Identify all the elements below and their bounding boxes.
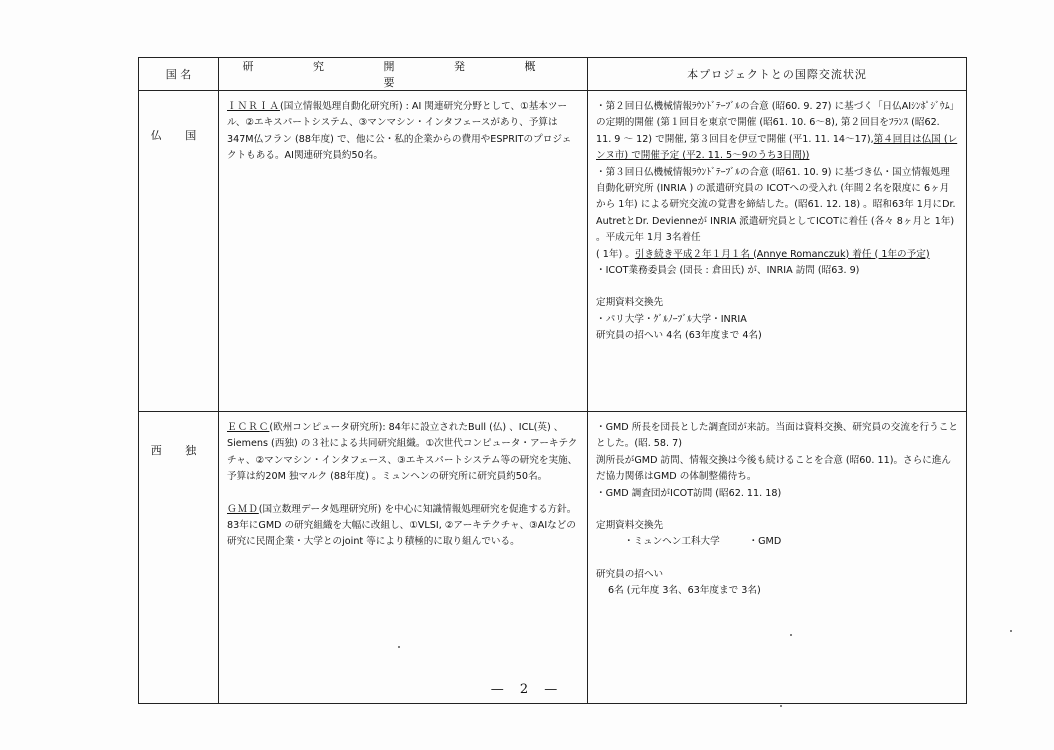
exchange-table — [138, 57, 967, 704]
france-exchange-researchers: ・第３回日仏機械情報ﾗｳﾝﾄﾞﾃｰﾌﾞﾙの合意 (昭61. 10. 9) に基づき仏・国立情報処理自動化研究所 (INRIA ) の派遣研究員の ICOTへの受入れ (年間２名を限度に 6ヶ月から 1年) による研究交流の覚書を締結した。(昭61. 12. 18) 。昭和63年 1月にDr. AutretとDr. Devienneが INRIA 派遣研究員としてICOTに着任 (各々 8ヶ月と 1年) 。平成元年 1月 3名着任 — [596, 166, 956, 244]
table-row-germany — [139, 412, 967, 704]
scan-speck — [780, 705, 782, 707]
gmd-description: (国立数理データ処理研究所) を中心に知識情報処理研究を促進する方針。83年にGMD の研究組織を大幅に改組し、①VLSI, ②アーキテクチャ、③AIなどの研究に民間企業・大学とのjoint 等により積極的に取り組んでいる。 — [227, 503, 577, 548]
header-research-overview: 研 究 開 発 概 要 — [219, 58, 588, 91]
france-exchange-tail-underlined: 引き続き平成２年１月１名 (Annye Romanczuk) 着任 ( 1年の予定) — [634, 248, 930, 260]
table-header-row — [139, 58, 967, 91]
france-research-overview — [219, 91, 588, 412]
germany-research-overview — [219, 412, 588, 704]
org-ecrc: ＥＣＲＣ — [227, 422, 270, 433]
inria-description: (国立情報処理自動化研究所) : AI 関連研究分野として、①基本ツール、②エキスパートシステム、③マンマシン・インタフェースがあり、予算は347M仏フラン (88年度) で、他に公・私的企業からの費用やESPRITのプロジェクトもある。AI関連研究員約50名。 — [227, 101, 572, 162]
germany-researchers: 6名 (元年度 3名、63年度まで 3名) — [608, 585, 761, 597]
scan-speck — [790, 634, 792, 636]
france-material-title: 定期資料交換先 — [596, 297, 664, 309]
country-west-germany: 西 独 — [139, 412, 219, 704]
germany-researchers-title: 研究員の招へい — [596, 568, 664, 580]
scan-speck — [398, 646, 400, 648]
table-row-france — [139, 91, 967, 412]
header-exchange-status: 本プロジェクトとの国際交流状況 — [588, 58, 967, 91]
page-number: — 2 — — [490, 682, 564, 697]
france-exchange-tail: ( 1年) 。 — [596, 248, 635, 260]
france-researchers: 研究員の招へい 4名 (63年度まで 4名) — [596, 330, 762, 342]
germany-material-title: 定期資料交換先 — [596, 520, 664, 532]
org-gmd: ＧＭＤ — [227, 503, 259, 515]
org-inria: ＩＮＲＩＡ — [227, 101, 280, 112]
france-exchange-status — [588, 91, 967, 412]
france-exchange-icot-visit: ・ICOT業務委員会 (団長 : 倉田氏) が、INRIA 訪問 (昭63. 9) — [596, 265, 860, 277]
france-material-items: ・パリ大学・ｸﾞﾙﾉｰﾌﾞﾙ大学・INRIA — [596, 313, 747, 325]
germany-exchange-status — [588, 412, 967, 704]
germany-material-items: ・ミュンヘン工科大学 ・GMD — [624, 536, 782, 548]
germany-exchange-visit: 渕所長がGMD 訪問、情報交換は今後も続けることを合意 (昭60. 11)。さらに進んだ協力関係はGMD の体制整備待ち。 — [596, 454, 952, 483]
germany-exchange-icot-visit: ・GMD 調査団がICOT訪問 (昭62. 11. 18) — [596, 487, 782, 499]
country-france: 仏 国 — [139, 91, 219, 412]
header-country: 国 名 — [139, 58, 219, 91]
germany-exchange-delegation: ・GMD 所長を団長とした調査団が来訪。当面は資料交換、研究員の交流を行うこととした。(昭. 58. 7) — [596, 422, 958, 450]
scan-speck — [1010, 630, 1012, 632]
france-exchange-symposium-4th: 第４回目は仏国 (レンヌ市) で開催予定 (平2. 11. 5～9のうち3日間)) — [596, 133, 958, 162]
france-exchange-symposium: ・第２回日仏機械情報ﾗｳﾝﾄﾞﾃｰﾌﾞﾙの合意 (昭60. 9. 27) に基づく「日仏AIｼﾝﾎﾟｼﾞｳﾑ」の定期的開催 (第１回目を東京で開催 (昭61. 10. 6～8), 第２回目をﾌﾗﾝｽ (昭62. 11. 9 ～ 12) で開催, 第３回目を伊豆で開催 (平1. 11. 14～17), — [596, 101, 955, 145]
ecrc-description: (欧州コンピュータ研究所): 84年に設立されたBull (仏) 、ICL(英) 、Siemens (西独) の３社による共同研究組織。①次世代コンピュータ・アーキテクチャ、②マンマシン・インタフェース、③エキスパートシステム等の研究を実施、予算は約20M 独マルク (88年度) 。ミュンヘンの研究所に研究員約50名。 — [227, 422, 578, 483]
